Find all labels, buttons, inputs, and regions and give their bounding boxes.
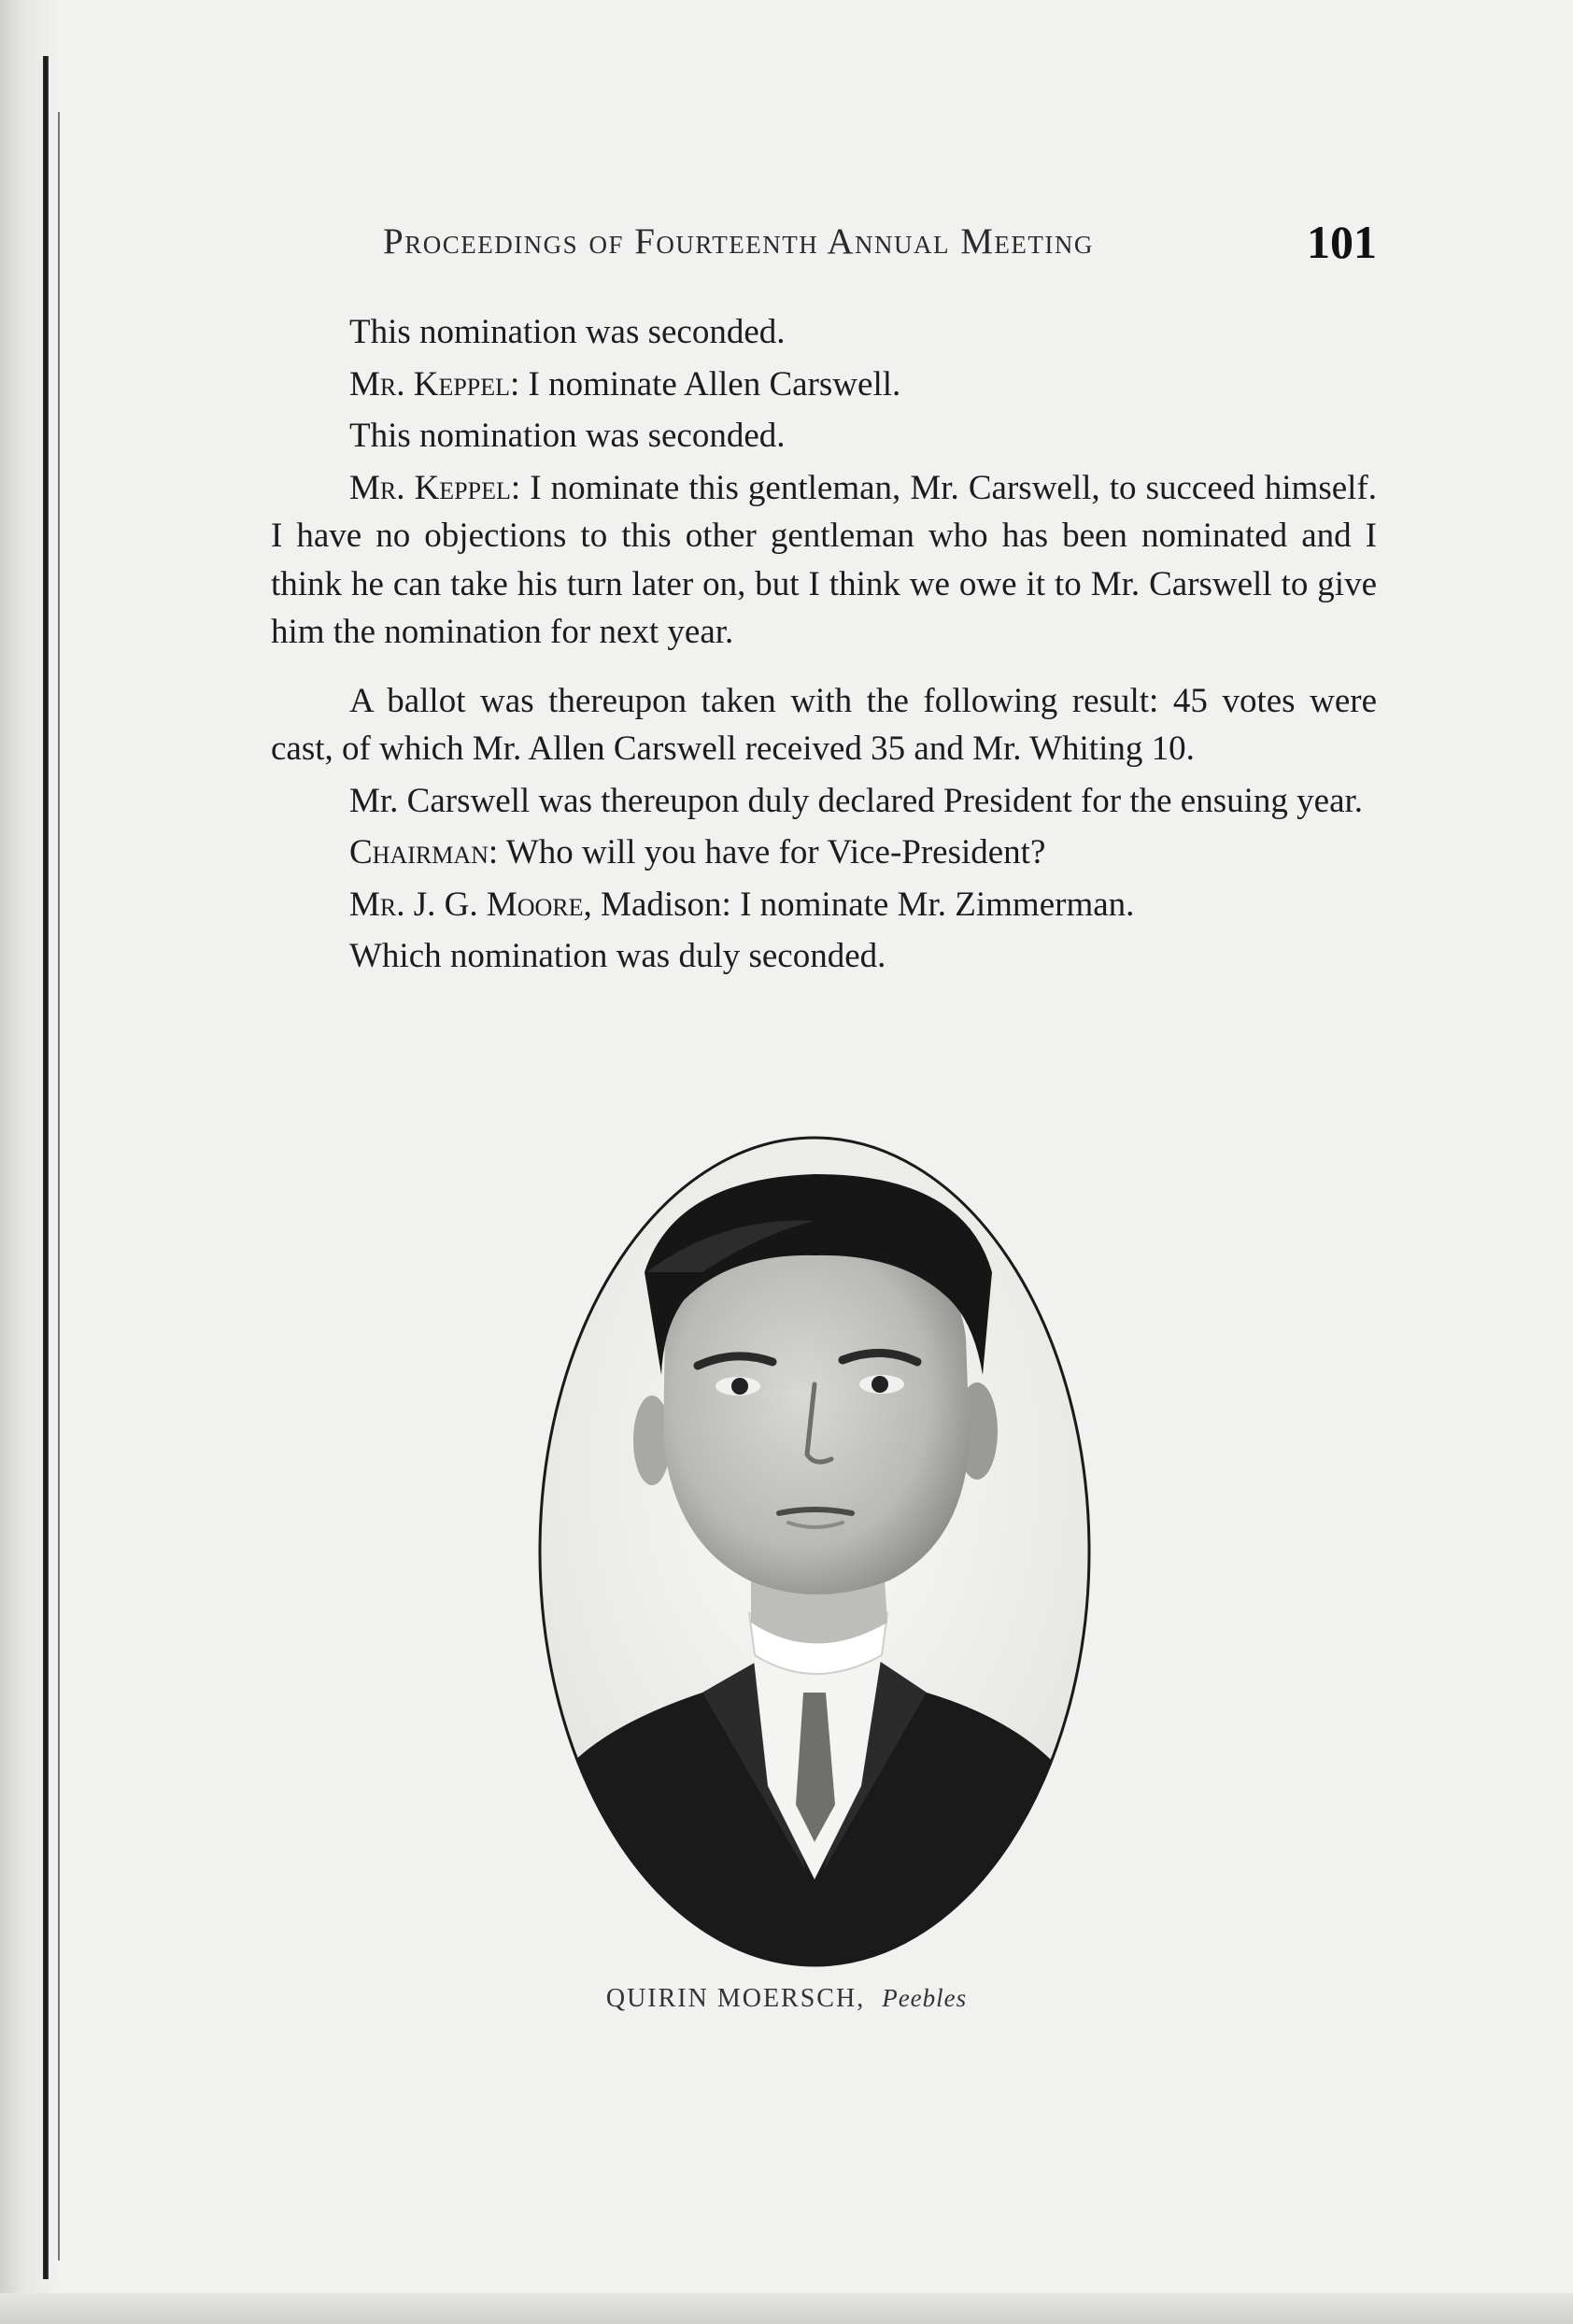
portrait-caption <box>0 1984 1573 2014</box>
paragraph: This nomination was seconded. <box>349 313 786 351</box>
book-gutter-line <box>58 112 60 2260</box>
body-text <box>271 308 1377 985</box>
page-bottom-edge <box>0 2293 1573 2324</box>
paragraph: Chairman: Who will you have for Vice-President? <box>349 833 1046 872</box>
speaker-name: Chairman <box>349 833 489 872</box>
book-binding-shadow <box>0 0 58 2324</box>
page-number: 101 <box>1307 216 1377 268</box>
caption-name: QUIRIN MOERSCH, <box>605 1984 866 2013</box>
paragraph: Mr. Carswell was thereupon duly declared President for the ensuing year. <box>349 781 1364 820</box>
caption-place: Peebles <box>882 1984 968 2012</box>
speaker-name: Mr. Keppel <box>349 364 511 404</box>
paragraph: A ballot was thereupon taken with the following result: 45 votes were cast, of which Mr. Allen Carswell received 35 and Mr. Whiting 10. <box>271 681 1377 768</box>
paragraph: Mr. Keppel: I nominate this gentleman, Mr. Carswell, to succeed himself. I have no objections to this other gentleman who has been nominated and I think he can take his turn later on, but I think we owe it to Mr. Carswell to give him the nomination for next year. <box>271 468 1377 651</box>
paragraph: This nomination was seconded. <box>349 417 786 455</box>
book-gutter-edge <box>43 56 49 2279</box>
paragraph: Mr. J. G. Moore, Madison: I nominate Mr. Zimmerman. <box>349 885 1135 924</box>
running-header: Proceedings of Fourteenth Annual Meeting <box>383 221 1094 262</box>
speaker-name: Mr. Keppel <box>349 468 511 507</box>
paragraph: Which nomination was duly seconded. <box>349 937 886 975</box>
paragraph: Mr. Keppel: I nominate Allen Carswell. <box>349 364 901 404</box>
speaker-name: Mr. J. G. Moore <box>349 885 584 924</box>
portrait-photo <box>534 1132 1095 1971</box>
